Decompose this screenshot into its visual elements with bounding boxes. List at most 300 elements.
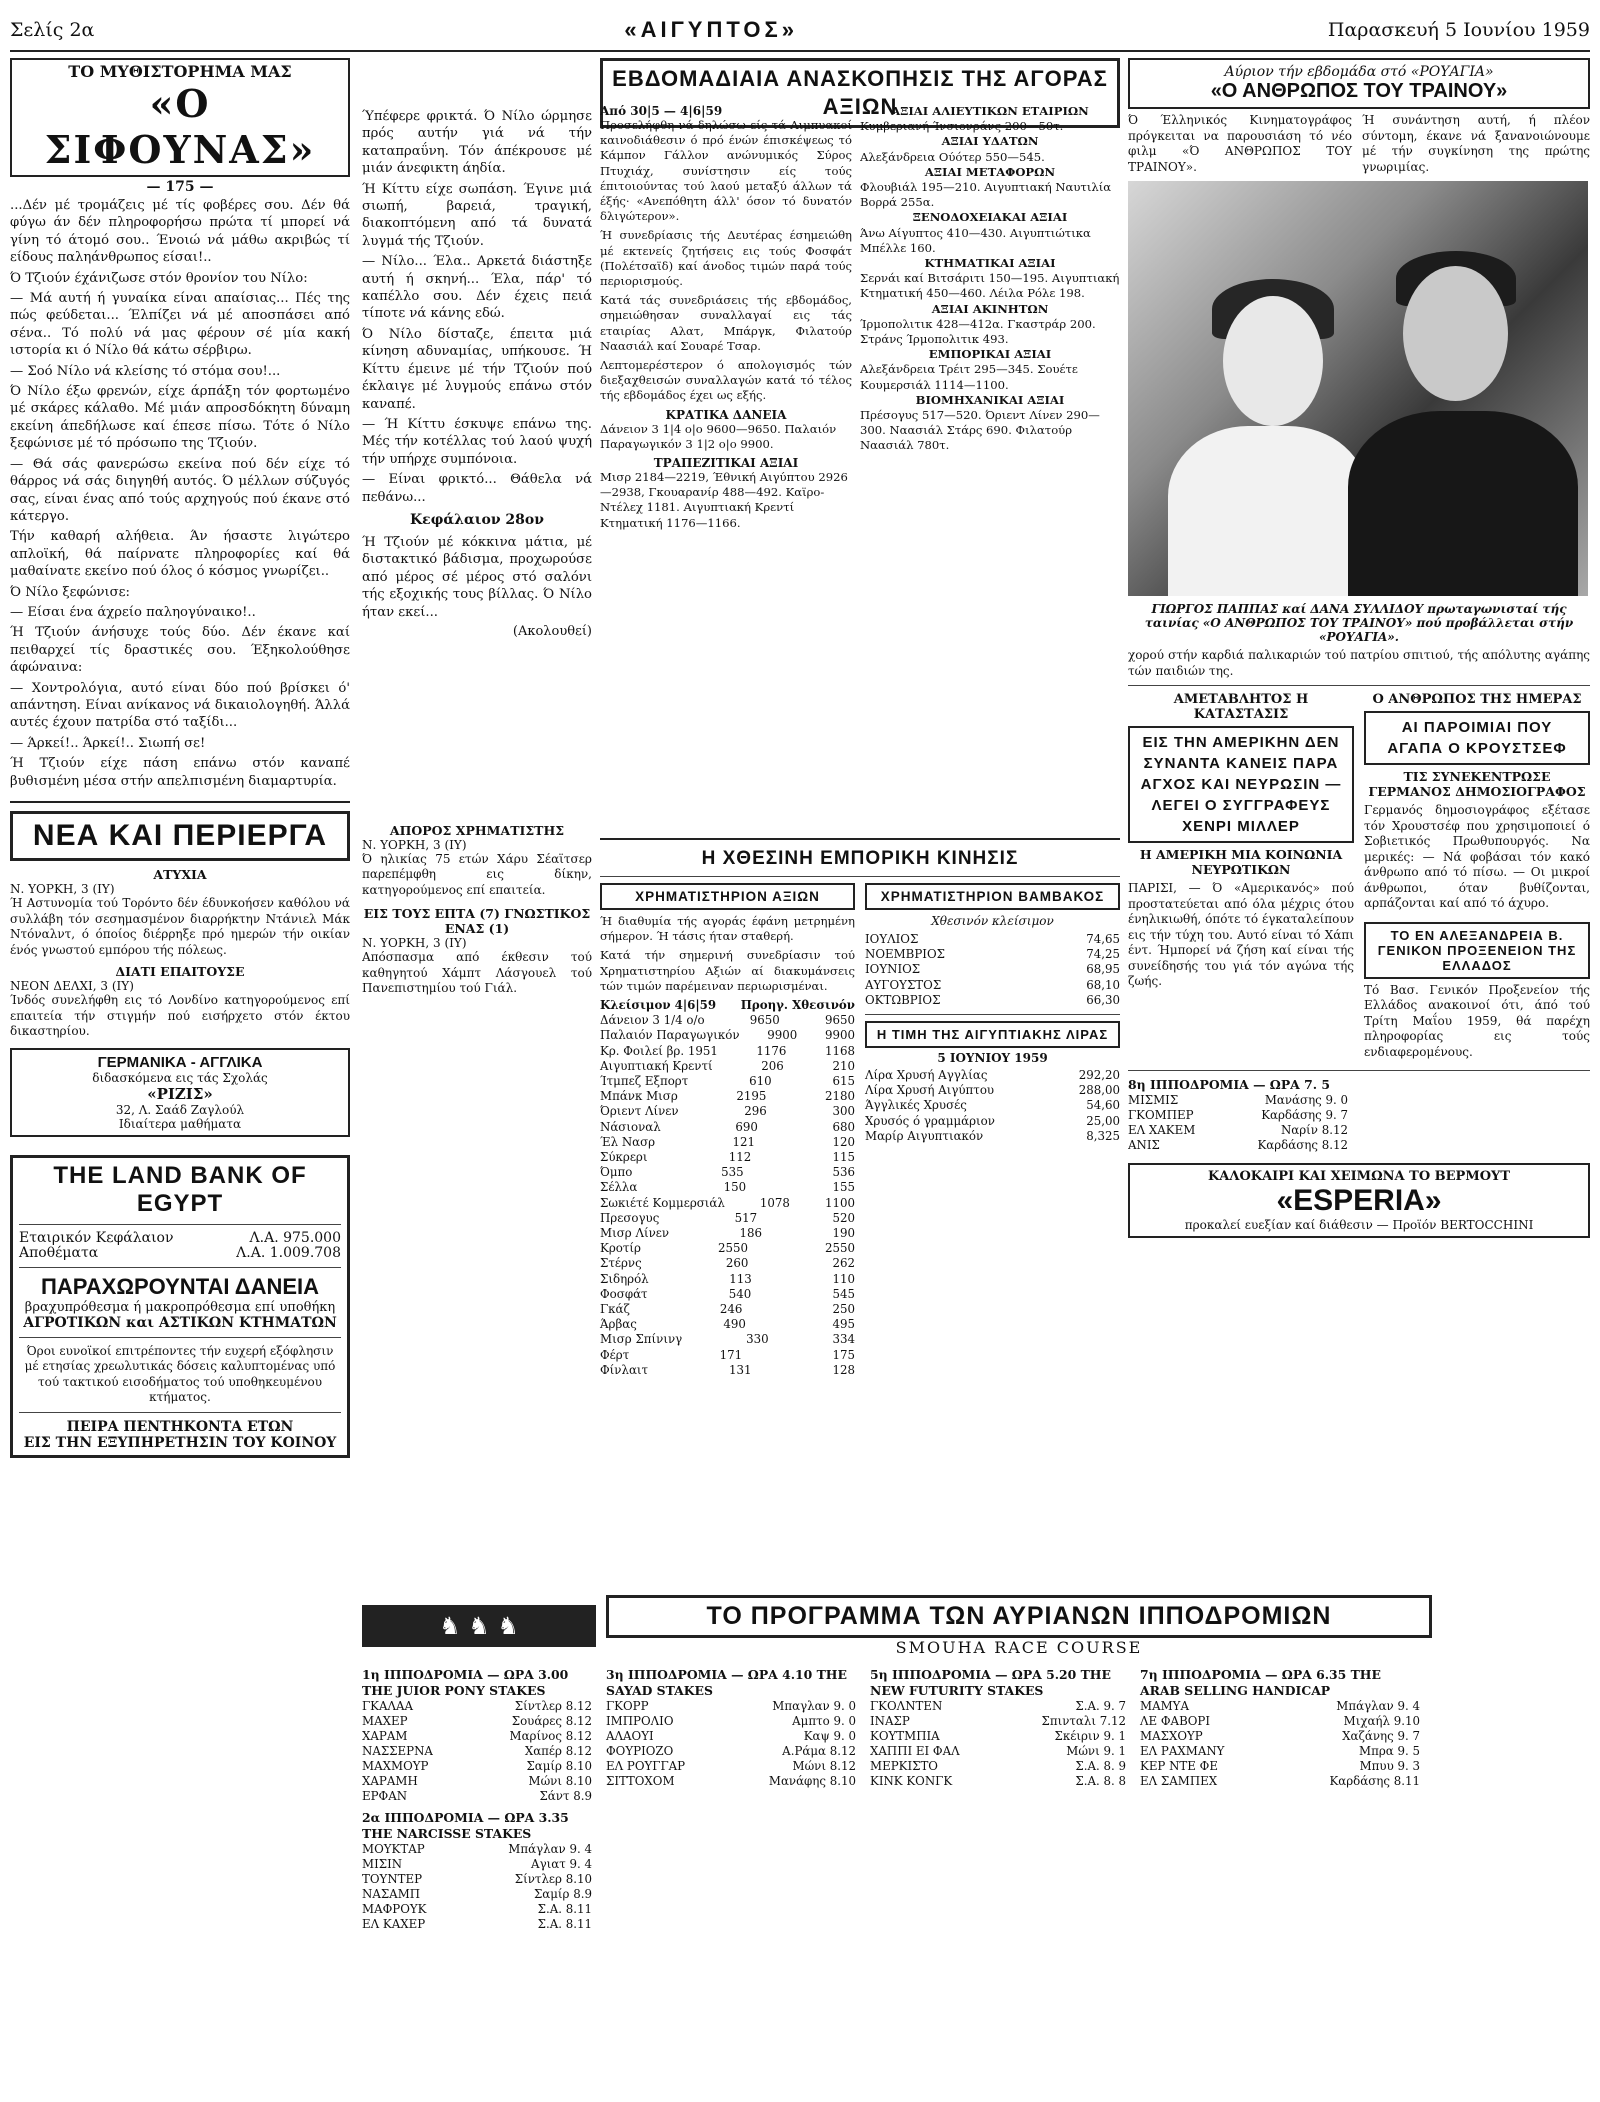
novel-paragraph: Ή Τζιούν είχε πάση επάνω στόν καναπέ βυθισμένη μέσα στήν απελπισμένη διαμαρτυρία. [10, 756, 350, 789]
cotton-exchange-head: ΧΡΗΜΑΤΙΣΤΗΡΙΟΝ ΒΑΜΒΑΚΟΣ [865, 883, 1120, 910]
news-dateline: ΝΕΟΝ ΔΕΛΧΙ, 3 (ΙΥ) [10, 979, 134, 993]
race-entry-cell: ΚΕΡ ΝΤΕ ΦΕ [1140, 1759, 1218, 1773]
pound-row [865, 1114, 1120, 1129]
stock-row-cell: Σύκρερι [600, 1150, 648, 1165]
news-headline: ΑΤΥΧΙΑ [153, 867, 207, 882]
stock-row [600, 1256, 855, 1271]
race-entry-cell: Σπινταλι 7.12 [1041, 1714, 1126, 1728]
race-entry [362, 1714, 592, 1729]
race-entry [1140, 1714, 1420, 1729]
races-subtitle: SMOUHA RACE COURSE [895, 1638, 1143, 1657]
pound-row-cell: 288,00 [1078, 1083, 1120, 1098]
stock-row [600, 1074, 855, 1089]
proverbs-sub: ΤΙΣ ΣΥΝΕΚΕΝΤΡΩΣΕ ΓΕΡΜΑΝΟΣ ΔΗΜΟΣΙΟΓΡΑΦΟΣ [1368, 769, 1586, 799]
language-ad-line: Ιδιαίτερα μαθήματα [118, 1116, 242, 1131]
right-column [1128, 58, 1590, 1238]
stock-section: ΒΙΟΜΗΧΑΝΙΚΑΙ ΑΞΙΑΙ [915, 392, 1065, 407]
stock-row-cell: 9900 [824, 1028, 855, 1043]
race-entry-cell: ΣΙΤΤΟΧΟΜ [606, 1774, 675, 1788]
stock-row-cell: Φίνλαιτ [600, 1362, 649, 1377]
race-entry-cell: Μπαγλαν 9. 0 [772, 1699, 856, 1713]
language-ad-line: διδασκόμενα εις τάς Σχολάς [92, 1070, 268, 1085]
race-entry-cell: ΓΚΟΡΡ [606, 1699, 649, 1713]
cotton-row-cell: 68,95 [1086, 962, 1120, 977]
news-body: Ή Αστυνομία τού Τορόντο δέν έδυνκοήσεν καθόλου νά συλλάβη τόν σεσημασμένον διαρρήκτην Ντάνιελ Μάκ Ντόναλντ, ό όποίος διέρρηξε πρό ημερών τήν οικίαν ένός γνωστού εμπόρου τής πόλεως. [10, 896, 350, 957]
race-entry-cell: ΦΟΥΡΙΟΖΟ [606, 1744, 674, 1758]
race-entry-cell: Σ.Α. 8.11 [537, 1902, 592, 1916]
man-of-day: Ο ΑΝΘΡΩΠΟΣ ΤΗΣ ΗΜΕΡΑΣ [1372, 692, 1582, 707]
novel-paragraph: — Θά σάς φανερώσω εκείνα πού δέν είχε τό θάρρος νά σάς διηγηθή αυτός. Ό μέλλων σύζυγός σας, είναι ένας από τούς αρχηγούς πού έκανε στό κάτεργο. [10, 456, 350, 524]
language-ad-title: ΓΕΡΜΑΝΙΚΑ - ΑΓΓΛΙΚΑ [97, 1053, 263, 1071]
news-columns [10, 867, 350, 1145]
consulate-title: ΤΟ ΕΝ ΑΛΕΞΑΝΔΡΕΙΑ Β. ΓΕΝΙΚΟΝ ΠΡΟΞΕΝΕΙΟΝ ΤΗΣ ΕΛΛΑΔΟΣ [1364, 922, 1590, 979]
novel-kicker: ΤΟ ΜΥΘΙΣΤΟΡΗΜΑ ΜΑΣ [68, 62, 292, 81]
to-be-continued: (Ακολουθεί) [512, 623, 592, 639]
stock-values: Κυμβεριανή Ίνσιονράνς 200—50τ. [860, 119, 1064, 134]
novel-paragraph: Ό Νίλο ξεφώνισε: [10, 584, 130, 600]
commerce-section [600, 830, 1120, 1378]
race-entry-cell: Σίντλερ 8.10 [514, 1872, 592, 1886]
cotton-row [865, 947, 1120, 962]
stock-row-cell: 517 [734, 1210, 758, 1225]
novel-title: «Ο ΣΙΦΟΥΝΑΣ» [44, 81, 316, 172]
race-entry [1140, 1759, 1420, 1774]
race-entries [606, 1699, 856, 1789]
stock-row-cell: 113 [729, 1271, 752, 1286]
commerce-paragraph: Ή διαθυμία τής αγοράς έφάνη μετρημένη σήμερον. Ή τάσις ήταν σταθερή. [600, 914, 855, 944]
cotton-row-cell: ΟΚΤΩΒΡΙΟΣ [865, 992, 941, 1007]
race-entry [870, 1699, 1126, 1714]
miller-sub: Η ΑΜΕΡΙΚΗ ΜΙΑ ΚΟΙΝΩΝΙΑ ΝΕΥΡΩΤΙΚΩΝ [1139, 847, 1343, 877]
cotton-row-cell: 74,25 [1086, 947, 1120, 962]
esperia-sub: προκαλεί ευεξίαν καί διάθεσιν — Προϊόν BERTOCCHINI [1184, 1218, 1534, 1232]
news-dateline: Ν. ΥΟΡΚΗ, 3 (ΙΥ) [362, 936, 467, 951]
news-dateline: Ν. ΥΟΡΚΗ, 3 (ΙΥ) [362, 837, 467, 852]
film-text: χορού στήν καρδιά παλικαριών τού πατρίου σπιτιού, τής απόλυτης αγάπης τών παιδιών της. [1128, 648, 1590, 678]
race-entry [362, 1872, 592, 1887]
stock-row-cell: Έλ Νασρ [600, 1134, 656, 1149]
pound-title: Η ΤΙΜΗ ΤΗΣ ΑΙΓΥΠΤΙΑΚΗΣ ΛΙΡΑΣ [865, 1021, 1120, 1048]
stock-row [600, 1059, 855, 1074]
race-entry-cell: ΜΑΦΡΟΥΚ [362, 1902, 427, 1916]
stock-row-cell: 545 [832, 1286, 855, 1301]
stock-row [600, 1089, 855, 1104]
race-entries [362, 1842, 592, 1932]
novel-paragraph: ...Δέν μέ τρομάζεις μέ τίς φοβέρες σου. Δέν θά φύγω άν δέν πληροφορήσω πρώτα τί μπορεί νά γίνη τό άτομό σου.. Ένοιώ νά μάθω ακριβώς τί είδους παληάνθρωπος είσαι!.. [10, 198, 350, 266]
race-entry-cell: Μιχαήλ 9.10 [1343, 1714, 1420, 1728]
race-entries [870, 1699, 1126, 1789]
novel-columns [10, 197, 350, 793]
novel-paragraph: Ό Νίλο έξω φρενών, είχε άρπάξη τόν φορτωμένο μέ σκάρες κάλαθο. Μέ μιάν απροσδόκητη δύναμη εκείνη άπεδήλωσε καί έπεσε πίσω. Τότε ό Νίλο ξεφώνισε μέ τό πρόσωπο της Τζιούν. [10, 384, 350, 452]
novel-paragraph: — Μά αυτή ή γυναίκα είναι απαίσιας... Πές της πώς φεύδεται... Έλπίζει νά μέ αποσπάσει από σένα.. Τό πολύ νά μας φέρουν σέ μία κακή ιστορία κι ό Νίλο θά κάτω σέρβιρω. [10, 291, 350, 359]
stock-row-cell: Πρεσογυς [600, 1210, 660, 1225]
stock-row-cell: 9650 [824, 1013, 855, 1028]
stock-values: Αλεξάνδρεια Ούότερ 550—545. [860, 149, 1045, 164]
stock-row [600, 1165, 855, 1180]
race-entries [362, 1699, 592, 1804]
race-entry [1140, 1744, 1420, 1759]
race-entry [362, 1902, 592, 1917]
loans-line: ΑΓΡΟΤΙΚΩΝ και ΑΣΤΙΚΩΝ ΚΤΗΜΑΤΩΝ [23, 1314, 337, 1331]
stock-row-cell: 490 [723, 1317, 746, 1332]
race-entry-cell: Σ.Α. 8. 9 [1075, 1759, 1126, 1773]
stock-row-cell: Όριεντ Λίνεν [600, 1104, 679, 1119]
loans-line: ΕΙΣ ΤΗΝ ΕΞΥΠΗΡΕΤΗΣΙΝ ΤΟΥ ΚΟΙΝΟΥ [23, 1434, 337, 1451]
language-ad-school: «ΡΙΖΙΣ» [147, 1084, 213, 1103]
race-entry-cell: Σαμίρ 8.9 [533, 1887, 592, 1901]
stock-row-cell: Φέρτ [600, 1347, 630, 1362]
stock-row-cell: 110 [832, 1271, 855, 1286]
race-entry-cell: ΕΛ ΚΑΧΕΡ [362, 1917, 426, 1931]
race-entry-cell: Καψ 9. 0 [803, 1729, 856, 1743]
horse-logo-icon: ♞ ♞ ♞ [362, 1605, 596, 1647]
miller-text: ΠΑΡΙΣΙ, — Ό «Αμερικανός» πού προστατεύεται από όλα μέχρις ότου ένηλικιωθή, όπότε τό έγκαταλείπουν εις τήν τύχη του. Αυτό είναι τό Χάπι έντ. Ήμπορεί νά ζήση καί είναι τής συνείδησής του γιά τόν αγώνα τής ζωής. [1128, 881, 1354, 988]
race-entry [870, 1744, 1126, 1759]
stock-section: ΑΞΙΑΙ ΥΔΑΤΩΝ [941, 134, 1039, 149]
race-entry [1140, 1774, 1420, 1789]
stock-exchange-head: ΧΡΗΜΑΤΙΣΤΗΡΙΟΝ ΑΞΙΩΝ [600, 883, 855, 910]
race-entry-cell: Καρδάσης 8.11 [1329, 1774, 1420, 1788]
bank-reserves-value: Λ.Α. 1.009.708 [236, 1244, 341, 1261]
race-entry-cell: ΕΛ ΧΑΚΕΜ [1128, 1123, 1196, 1137]
races-title: ΤΟ ΠΡΟΓΡΑΜΜΑ ΤΩΝ ΑΥΡΙΑΝΩΝ ΙΠΠΟΔΡΟΜΙΩΝ [606, 1595, 1432, 1638]
race-entry [870, 1729, 1126, 1744]
stock-row-cell: Νάσιοναλ [600, 1119, 661, 1134]
stock-row-cell: 615 [832, 1074, 855, 1089]
stock-row-cell: 175 [832, 1347, 855, 1362]
weekly-subhead: ΤΡΑΠΕΖΙΤΙΚΑΙ ΑΞΙΑΙ [653, 456, 799, 471]
pound-row [865, 1083, 1120, 1098]
race-entry-cell: ΓΚΟΛΝΤΕΝ [870, 1699, 943, 1713]
news-dateline: Ν. ΥΟΡΚΗ, 3 (ΙΥ) [10, 882, 115, 896]
race-entry-cell: ΜΟΥΚΤΑΡ [362, 1842, 425, 1856]
news-body: Απόσπασμα από έκθεσιν τού καθηγητού Χάμπτ Λάσγουελ τού Πανεπιστημίου τού Γιάλ. [362, 950, 592, 996]
esperia-tagline: ΚΑΛΟΚΑΙΡΙ ΚΑΙ ΧΕΙΜΩΝΑ ΤΟ ΒΕΡΜΟΥΤ [1207, 1169, 1511, 1184]
race-entry-cell: ΕΛ ΡΟΥΓΓΑΡ [606, 1759, 686, 1773]
cotton-row-cell: ΑΥΓΟΥΣΤΟΣ [865, 977, 942, 992]
consulate-text: Τό Βασ. Γενικόν Προξενείον τής Ελλάδος ανακοινοί ότι, άπό τού Τρίτη Μαΐου 1959, θά παρέχη πληροφορίας εις τούς ενδιαφερομένους. [1364, 982, 1590, 1059]
race-entry [362, 1887, 592, 1902]
prev-label: Προηγ. Χθεσινόν [740, 998, 855, 1013]
race-heading: 8η ΙΠΠΟΔΡΟΜΙΑ — ΩΡΑ 7. 5 [1128, 1077, 1330, 1092]
race-entry-cell: Σίντλερ 8.12 [514, 1699, 592, 1713]
race-entry [606, 1759, 856, 1774]
race-entry-cell: Μανάφης 8.10 [768, 1774, 856, 1788]
stock-section: ΞΕΝΟΔΟΧΕΙΑΚΑΙ ΑΞΙΑΙ [912, 210, 1068, 225]
novel-paragraph: — Σοό Νίλο νά κλείσης τό στόμα σου!... [10, 363, 281, 379]
pound-row-cell: Χρυσός ό γραμμάριον [865, 1113, 995, 1128]
stock-row [600, 1241, 855, 1256]
race-entry-cell: Μπάγλαν 9. 4 [508, 1842, 592, 1856]
weekly-review-title: ΕΒΔΟΜΑΔΙΑΙΑ ΑΝΑΣΚΟΠΗΣΙΣ ΤΗΣ ΑΓΟΡΑΣ ΑΞΙΩΝ [600, 58, 1120, 128]
weekly-review-column [600, 104, 852, 531]
race-entry-cell: Σκέιριν 9. 1 [1054, 1729, 1126, 1743]
weekly-paragraph: Κατά τάς συνεδριάσεις τής εβδομάδος, σημειώθησαν συναλλαγαί εις τάς εταιρίας Αλατ, Μπάργκ, Φιλατούρ Ναασιάλ καί Σουαρέ Τσαρ. [600, 293, 852, 353]
race-entry [870, 1774, 1126, 1789]
stock-row-cell: 186 [739, 1226, 763, 1241]
cotton-row [865, 962, 1120, 977]
stock-row [600, 1302, 855, 1317]
stock-row-cell: Φοσφάτ [600, 1286, 648, 1301]
stock-row [600, 1104, 855, 1119]
cotton-row-cell: 68,10 [1086, 977, 1120, 992]
race-entry [1140, 1729, 1420, 1744]
race-entries [1128, 1093, 1348, 1153]
novel-paragraph: — Χοντρολόγια, αυτό είναι δύο πού βρίσκει ό' απάντηση. Είναι ανίκανος νά δικαιολογηθή. Άλλά αυτές έχουν πατρίδα στό ταξίδι... [10, 680, 350, 731]
race-entry [606, 1774, 856, 1789]
stock-row-cell: 2180 [824, 1089, 855, 1104]
paper-name: «ΑΙΓΥΠΤΟΣ» [624, 17, 798, 42]
novel-paragraph: — Νίλο... Έλα.. Αρκετά διάστηξε αυτή ή σκηνή... Έλα, πάρ' τό καπέλλο σου. Δέν έχεις πειά τίποτε νά κάνης εδώ. [362, 254, 592, 322]
stock-row-cell: 330 [746, 1332, 769, 1347]
race-entry-cell: Σάντ 8.9 [539, 1789, 592, 1803]
race-heading: 7η ΙΠΠΟΔΡΟΜΙΑ — ΩΡΑ 6.35 THE ARAB SELLING HANDICAP [1140, 1667, 1381, 1698]
stock-row-cell: 246 [719, 1302, 743, 1317]
novel-paragraph: — Ή Κίττυ έσκυψε επάνω της. Μές τήν κοτέλλας τού λαού ψυχή τήν υπήρχε συμπόνοια. [362, 416, 592, 467]
stock-row-cell: Όμπο [600, 1165, 633, 1180]
race-entry [362, 1774, 592, 1789]
stock-row-cell: Παλαιόν Παραγωγικόν [600, 1028, 740, 1043]
stock-row [600, 1196, 855, 1211]
race-entry-cell: ΛΕ ΦΑΒΟΡΙ [1140, 1714, 1211, 1728]
stock-values: Ίρμοπολιτικ 428—412α. Γκαστράρ 200. Στράνς Ίρμοπολιτικ 493. [860, 316, 1096, 347]
stock-row-cell: Κροτίρ [600, 1241, 641, 1256]
race-entry [870, 1759, 1126, 1774]
stock-row-cell: 206 [761, 1058, 784, 1073]
unchanged-head: ΑΜΕΤΑΒΛΗΤΟΣ Η ΚΑΤΑΣΤΑΣΙΣ [1173, 692, 1309, 722]
miller-title: ΕΙΣ ΤΗΝ ΑΜΕΡΙΚΗΝ ΔΕΝ ΣΥΝΑΝΤΑ ΚΑΝΕΙΣ ΠΑΡΑ ΑΓΧΟΣ ΚΑΙ ΝΕΥΡΩΣΙΝ — ΛΕΓΕΙ Ο ΣΥΓΓΡΑΦΕΥΣ ΧΕΝΡΙ ΜΙΛΛΕΡ [1128, 726, 1354, 843]
stock-values: Φλουβιάλ 195—210. Αιγυπτιακή Ναυτιλία Βορρά 255α. [860, 180, 1112, 210]
novel-column [10, 58, 350, 1458]
news-headline: ΑΠΟΡΟΣ ΧΡΗΜΑΤΙΣΤΗΣ [389, 822, 565, 838]
stock-values: Πρέσογυς 517—520. Όριεντ Λίνεν 290—300. Ναασιάλ Στάρς 690. Φιλατούρ Ναασιάλ 780τ. [860, 408, 1100, 453]
stock-row-cell: 262 [832, 1256, 855, 1271]
news-headline: ΕΙΣ ΤΟΥΣ ΕΠΤΑ (7) ΓΝΩΣΤΙΚΟΣ ΕΝΑΣ (1) [363, 906, 591, 937]
cotton-row-cell: ΙΟΥΝΙΟΣ [865, 962, 921, 977]
race-entry-cell: ΑΝΙΣ [1128, 1138, 1160, 1152]
race-entry-cell: Μώνι 8.12 [792, 1759, 856, 1773]
race-entry [362, 1729, 592, 1744]
commerce-paragraph: Κατά τήν σημερινή συνεδρίασιν τού Χρηματιστηρίου Αξιών αί διακυμάνσεις τών τιμών παρέμειναν περιωρισμέναι. [600, 948, 855, 993]
race-entry-cell: ΜΑΜΥΑ [1140, 1699, 1189, 1713]
news-body: Ίνδός συνελήφθη εις τό Λονδίνο κατηγορούμενος επί επαιτεία τήν στιγμήν πού εισήρχετο στόν έκτου δικαστηρίου. [10, 993, 350, 1038]
stock-lists [860, 104, 1120, 454]
race-entry [606, 1729, 856, 1744]
race-entry [362, 1759, 592, 1774]
cotton-row-cell: ΝΟΕΜΒΡΙΟΣ [865, 947, 945, 962]
stock-row-cell: Σωκιέτέ Κομμερσιάλ [600, 1195, 725, 1210]
race-heading: 5η ΙΠΠΟΔΡΟΜΙΑ — ΩΡΑ 5.20 THE NEW FUTURITY STAKES [870, 1667, 1111, 1698]
stock-row-cell: Σιδηρόλ [600, 1271, 649, 1286]
bank-capital-label: Εταιρικόν Κεφάλαιον [19, 1229, 174, 1246]
stock-row-cell: 2550 [824, 1241, 855, 1256]
stock-row-cell: 150 [723, 1180, 747, 1195]
novel-paragraph: — Είναι φρικτό... Θάθελα νά πεθάνω... [362, 472, 592, 505]
stock-row [600, 1287, 855, 1302]
stock-row-cell: 610 [749, 1074, 772, 1089]
race-entry-cell: Μπάγλαν 9. 4 [1336, 1699, 1420, 1713]
stock-row-cell: 1100 [824, 1195, 855, 1210]
bank-capital-value: Λ.Α. 975.000 [249, 1229, 341, 1246]
stock-row-cell: 171 [719, 1347, 743, 1362]
race-entry-cell: ΝΑΣΣΕΡΝΑ [362, 1744, 433, 1758]
stock-row-cell: 690 [735, 1119, 758, 1134]
stock-row [600, 1348, 855, 1363]
stock-values: Άνω Αίγυπτος 410—430. Αιγυπτιώτικα Μπέλλε 160. [860, 225, 1091, 255]
stock-row-cell: 1176 [756, 1043, 787, 1058]
race-entry-cell: ΜΙΣΜΙΣ [1128, 1093, 1179, 1107]
race-entry-cell: Μανάσης 9. 0 [1264, 1093, 1348, 1107]
stock-rows [600, 1013, 855, 1378]
stock-row-cell: 9900 [767, 1028, 798, 1043]
race-entry [362, 1842, 592, 1857]
pound-row-cell: Λίρα Χρυσή Αιγύπτου [865, 1083, 995, 1098]
race-entry-cell: Αγιατ 9. 4 [531, 1857, 592, 1871]
bank-title: THE LAND BANK OF EGYPT [53, 1161, 307, 1217]
stock-row [600, 1317, 855, 1332]
stock-section: ΑΞΙΑΙ ΜΕΤΑΦΟΡΩΝ [924, 164, 1056, 179]
race-entry-cell: ΕΡΦΑΝ [362, 1789, 408, 1803]
issue-date: Παρασκευή 5 Ιουνίου 1959 [1327, 19, 1590, 41]
cotton-row-cell: 66,30 [1086, 992, 1120, 1007]
race-entry-cell: ΧΑΠΠΙ ΕΙ ΦΑΛ [870, 1744, 960, 1758]
cotton-label: Χθεσινόν κλείσιμον [931, 914, 1054, 928]
stock-row-cell: 1168 [824, 1043, 855, 1058]
stock-row-cell: 680 [832, 1119, 855, 1134]
novel-paragraph: — Άρκεί!.. Άρκεί!.. Σιωπή σε! [10, 735, 206, 751]
film-photo [1128, 181, 1588, 596]
race-entry [1140, 1699, 1420, 1714]
news-title: ΝΕΑ ΚΑΙ ΠΕΡΙΕΡΓΑ [10, 811, 350, 861]
film-promo-text: Αύριον τήν εβδομάδα στό «ΡΟΥΑΓΙΑ» [1224, 64, 1494, 80]
stock-row [600, 1180, 855, 1195]
close-label: Κλείσιμον 4|6|59 [600, 998, 717, 1013]
bank-ad [10, 1155, 350, 1458]
race-entry [362, 1699, 592, 1714]
loans-title: ΠΑΡΑΧΩΡΟΥΝΤΑΙ ΔΑΝΕΙΑ [40, 1273, 320, 1299]
stock-row-cell: 536 [832, 1165, 855, 1180]
stock-row-cell: 120 [832, 1134, 855, 1149]
esperia-ad [1128, 1163, 1590, 1238]
film-title: «Ο ΑΝΘΡΩΠΟΣ ΤΟΥ ΤΡΑΙΝΟΥ» [1210, 80, 1508, 102]
novel-paragraph: Ή Κίττυ είχε σωπάση. Έγινε μιά σιωπή, βαρειά, τραγική, διακοπτόμενη από τά δυνατά λυγμά τής Τζιούν. [362, 181, 592, 249]
race-entry [362, 1917, 592, 1932]
stock-row [600, 1150, 855, 1165]
stock-row-cell: 1078 [759, 1195, 790, 1210]
stock-values: Σερνάι καί Βιτσάριτι 150—195. Αιγυπτιακή Κτηματική 450—460. Λέιλα Ρόλε 198. [860, 271, 1120, 301]
race-entry-cell: ΚΙΝΚ ΚΟΝΓΚ [870, 1774, 953, 1788]
race-entry [1128, 1093, 1348, 1108]
stock-row-cell: 2195 [736, 1089, 767, 1104]
stock-row-cell: 128 [832, 1362, 855, 1377]
race-entry [362, 1857, 592, 1872]
stock-values: Αλεξάνδρεια Τρέιτ 295—345. Σουέτε Κουμερσιάλ 1114—1100. [860, 362, 1078, 392]
pound-row [865, 1068, 1120, 1083]
race-entry-cell: Μώνι 8.10 [528, 1774, 592, 1788]
stock-row-cell: Ίτμπεζ Εξπορτ [600, 1074, 689, 1089]
stock-row [600, 1226, 855, 1241]
novel-paragraph: Ό Νίλο δίσταζε, έπειτα μιά κίνηση αδυναμίας, υπήκουσε. Ή Κίττυ έμεινε μέ τήν Τζιούν πού έκλαιγε μέ λυγμούς επάνω στόν καναπέ. [362, 326, 592, 412]
weekly-dateline: Από 30|5 — 4|6|59 [600, 104, 723, 118]
stock-row-cell: 121 [732, 1134, 756, 1149]
novel-paragraph: Τήν καθαρή αλήθεια. Άν ήσαστε λιγώτερο απλοϊκή, θά παίρνατε πληροφορίες καί θά μαθαίνατε εκείνο πού όλος ό κόσμος γνωρίζει.. [10, 529, 350, 580]
stock-row-cell: 250 [832, 1302, 855, 1317]
race-entry [362, 1789, 592, 1804]
stock-row-cell: 2550 [717, 1241, 748, 1256]
race-entry-cell: Καρδάσης 8.12 [1257, 1138, 1348, 1152]
pound-rows [865, 1068, 1120, 1144]
stock-section: ΑΞΙΑΙ ΑΛΙΕΥΤΙΚΩΝ ΕΤΑΙΡΙΩΝ [891, 104, 1089, 118]
stock-row-cell: 210 [832, 1058, 855, 1073]
novel-continuation [362, 108, 592, 997]
pound-row-cell: Μαρίρ Αιγυπτιακόν [865, 1128, 984, 1143]
stock-row-cell: Στέρνς [600, 1256, 642, 1271]
race-entry [1128, 1123, 1348, 1138]
stock-row-cell: 300 [832, 1104, 855, 1119]
stock-row [600, 1211, 855, 1226]
race-entry-cell: ΕΛ ΣΑΜΠΕΧ [1140, 1774, 1218, 1788]
race-entry-cell: ΚΟΥΤΜΠΙΑ [870, 1729, 940, 1743]
race-entry [1128, 1138, 1348, 1153]
novel-header [10, 58, 350, 177]
stock-row-cell: Μισρ Λίνεν [600, 1226, 670, 1241]
loans-terms: Όροι ευνοϊκοί επιτρέποντες τήν ευχερή εξόφλησιν μέ ετησίας χρεωλυτικάς δόσεις καλυπτομένας υπό τού τακτικού εισοδήματος τού υποθηκευμένου κτήματος. [24, 1343, 336, 1405]
race-entry-cell: ΜΙΣΙΝ [362, 1857, 403, 1871]
stock-row-cell: 112 [728, 1150, 752, 1165]
stock-row-cell: 155 [832, 1180, 855, 1195]
race-entry-cell: Σ.Α. 9. 7 [1075, 1699, 1126, 1713]
race-entry-cell: Καρδάσης 9. 7 [1261, 1108, 1348, 1122]
masthead [10, 10, 1590, 52]
stock-section: ΕΜΠΟΡΙΚΑΙ ΑΞΙΑΙ [928, 347, 1052, 362]
pound-date: 5 ΙΟΥΝΙΟΥ 1959 [937, 1051, 1048, 1066]
news-body: Ό ηλικίας 75 ετών Χάρυ Σέαϊτσερ παρεπέμφθη εις δίκην, κατηγορούμενος επί επαιτεία. [362, 851, 592, 897]
race-entry-cell: ΤΟΥΝΤΕΡ [362, 1872, 423, 1886]
commerce-title: Η ΧΘΕΣΙΝΗ ΕΜΠΟΡΙΚΗ ΚΙΝΗΣΙΣ [701, 848, 1019, 869]
stock-row-cell: 131 [729, 1362, 752, 1377]
stock-row [600, 1013, 855, 1028]
race-entry-cell: Μπυυ 9. 3 [1359, 1759, 1420, 1773]
race-entry-cell: ΜΑΧΕΡ [362, 1714, 408, 1728]
race-entry [1128, 1108, 1348, 1123]
race-entry-cell: ΕΛ ΡΑΧΜΑΝΥ [1140, 1744, 1225, 1758]
stock-row-cell: Δάνειον 3 1/4 ο/ο [600, 1013, 705, 1028]
stock-row-cell: Άρβας [600, 1317, 637, 1332]
weekly-paragraph: Ή συνεδρίασις τής Δευτέρας έσημειώθη μέ εκτενείς ζητήσεις εις τούς Φοσφάτ (Πολέτσαϊδ) καί άνοδος τιμών παρά τούς περιορισμούς. [600, 228, 852, 289]
race-entry [606, 1714, 856, 1729]
race-entry [362, 1744, 592, 1759]
weekly-paragraph: Προσελήφθη νά δηλώσω είς τά Λιμπυακοί καινοδιάθεσιν ό πρό ένών έπισκέψεως τό Κάμπον Γάλλον ανώνυμικός Σύρος Πτυχιάχ, συνίστησιν είς τούς έπιτοιούντας τού λαού μεταξύ άλλων τά έξής· «Ανεπόθητη άλλ' όσον τό δυνατόν δλιγώτερον». [600, 118, 852, 224]
stock-row [600, 1120, 855, 1135]
stock-row-cell: 535 [721, 1165, 744, 1180]
race-heading: 3η ΙΠΠΟΔΡΟΜΙΑ — ΩΡΑ 4.10 THE SAYAD STAKES [606, 1667, 847, 1698]
pound-row [865, 1129, 1120, 1144]
stock-row [600, 1332, 855, 1347]
stock-row-cell: 540 [728, 1286, 752, 1301]
pound-row [865, 1098, 1120, 1113]
race-entry-cell: Χαπέρ 8.12 [524, 1744, 592, 1758]
stock-section: ΚΤΗΜΑΤΙΚΑΙ ΑΞΙΑΙ [924, 256, 1056, 271]
language-ad [10, 1048, 350, 1137]
novel-paragraph: Ύπέφερε φρικτά. Ό Νίλο ώρμησε πρός αυτήν γιά νά τήν καταπραΰνη. Τόν άπέκρουσε μέ μιάν άνεφικτη άηδία. [362, 109, 592, 177]
weekly-paragraph: Λεπτομερέστερον ό απολογισμός τών διεξαχθεισών συναλλαγών κατά τό τέλος τής εβδομάδος έχει ως εξής. [600, 358, 852, 403]
stock-row-cell: 115 [832, 1150, 855, 1165]
race-entry-cell: Ναρίν 8.12 [1280, 1123, 1348, 1137]
stock-section: ΑΞΙΑΙ ΑΚΙΝΗΤΩΝ [931, 301, 1049, 316]
stock-row-cell: Κρ. Φοιλεί βρ. 1951 [600, 1043, 718, 1058]
pound-row-cell: 25,00 [1086, 1113, 1120, 1128]
stock-row [600, 1028, 855, 1043]
